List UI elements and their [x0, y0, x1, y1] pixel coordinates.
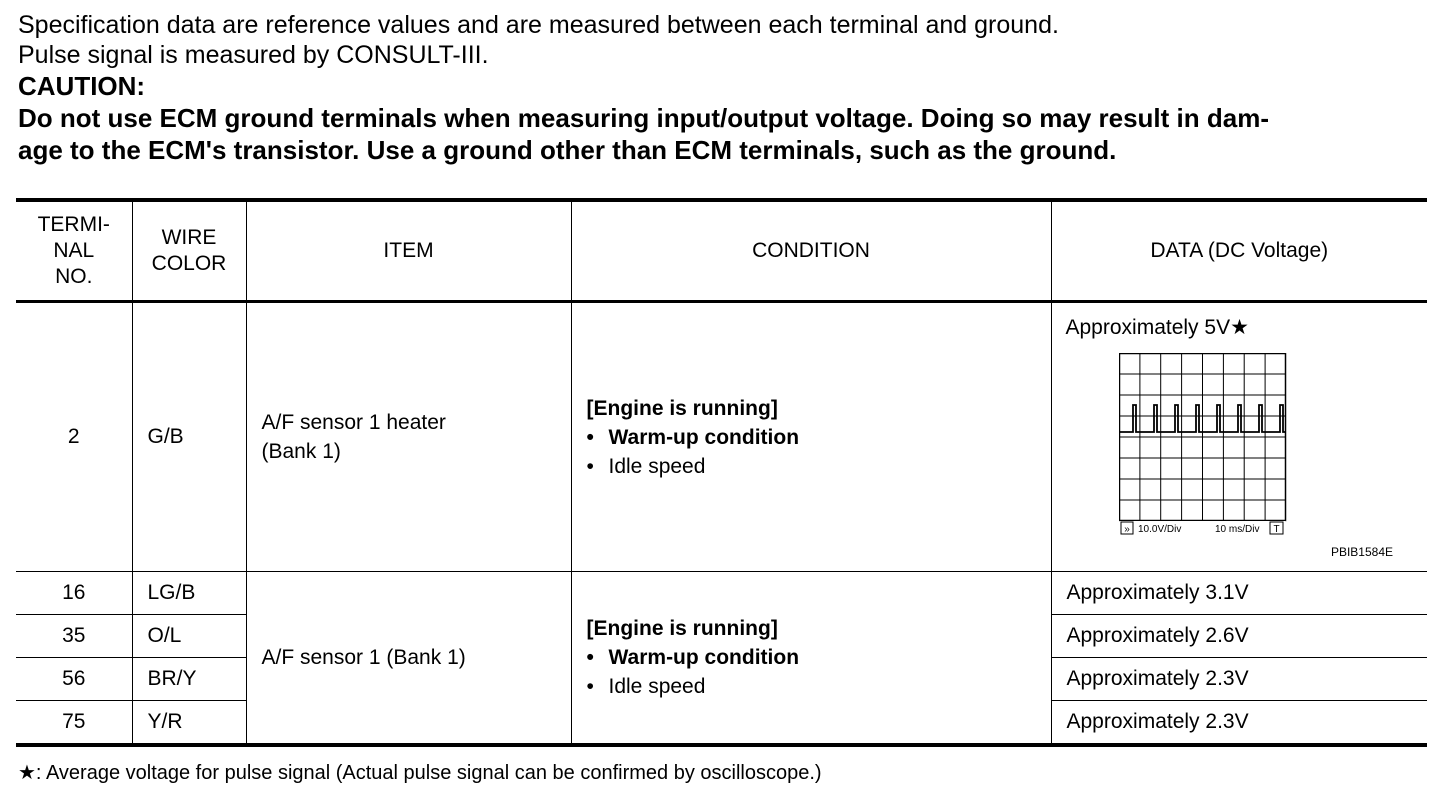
intro-notes [18, 10, 1438, 166]
terminal-cell: 16 [16, 572, 132, 615]
item-text-2: (Bank 1) [261, 440, 341, 463]
data-cell: Approximately 2.3V [1051, 658, 1427, 701]
data-value: Approximately 5V★ [1065, 316, 1249, 339]
bullet-dot: • [586, 646, 594, 669]
bullet-dot: • [586, 454, 594, 478]
header-wire-color [132, 200, 246, 302]
caution-label: CAUTION: [18, 71, 146, 101]
header-terminal-l1: TERMI- [37, 213, 110, 236]
condition-text: Warm-up condition [608, 646, 800, 669]
condition-title: [Engine is running] [586, 396, 778, 420]
wire-cell: O/L [132, 615, 246, 658]
spec-note: Specification data are reference values and are measured between each terminal and ground. [18, 11, 1059, 39]
condition-bullet [587, 672, 1051, 701]
condition-cell [571, 302, 1051, 572]
terminal-cell: 35 [16, 615, 132, 658]
header-row [16, 200, 1427, 302]
terminal-cell: 75 [16, 701, 132, 746]
header-item: ITEM [246, 200, 571, 302]
header-data: DATA (DC Voltage) [1051, 200, 1427, 302]
data-cell [1051, 302, 1427, 572]
figure-code: PBIB1584E [1330, 545, 1393, 559]
item-cell: A/F sensor 1 (Bank 1) [246, 572, 571, 746]
scope-left-icon: » [1123, 524, 1130, 535]
condition-bullet [587, 643, 1051, 672]
header-terminal [16, 200, 132, 302]
wire-cell: Y/R [132, 701, 246, 746]
terminal-cell: 56 [16, 658, 132, 701]
header-terminal-l3: NO. [55, 265, 93, 288]
data-cell: Approximately 3.1V [1051, 572, 1427, 615]
data-cell: Approximately 2.3V [1051, 701, 1427, 746]
header-wire-l2: COLOR [151, 252, 227, 275]
condition-text: Warm-up condition [608, 425, 800, 449]
bullet-dot: • [586, 675, 594, 698]
caution-text-2: age to the ECM's transistor. Use a ground other than ECM terminals, such as the ground. [18, 135, 1117, 165]
condition-title: [Engine is running] [586, 617, 778, 640]
bullet-dot: • [586, 425, 594, 449]
condition-cell [571, 572, 1051, 746]
header-condition: CONDITION [571, 200, 1051, 302]
item-text-1: A/F sensor 1 heater [261, 411, 446, 434]
oscilloscope-waveform [1119, 353, 1287, 539]
wire-cell: BR/Y [132, 658, 246, 701]
footnote: ★: Average voltage for pulse signal (Actual pulse signal can be confirmed by oscilloscope.) [18, 762, 822, 784]
condition-bullet [587, 452, 1051, 481]
condition-text: Idle speed [608, 675, 706, 698]
condition-text: Idle speed [608, 454, 706, 478]
caution-text-1: Do not use ECM ground terminals when measuring input/output voltage. Doing so may result in dam- [18, 103, 1269, 133]
scope-panel [1052, 303, 1428, 571]
condition-bullet [587, 423, 1051, 452]
scope-time-scale: 10 ms/Div [1214, 524, 1259, 535]
terminal-cell: 2 [16, 302, 132, 572]
table-row [16, 572, 1427, 615]
wire-cell: G/B [132, 302, 246, 572]
header-terminal-l2: NAL [53, 239, 95, 262]
scope-volt-scale: 10.0V/Div [1137, 524, 1181, 535]
wire-cell: LG/B [132, 572, 246, 615]
table-row [16, 302, 1427, 572]
scope-trigger: T [1272, 524, 1280, 535]
header-wire-l1: WIRE [161, 226, 217, 249]
data-cell: Approximately 2.6V [1051, 615, 1427, 658]
pulse-note: Pulse signal is measured by CONSULT-III. [18, 41, 489, 69]
item-cell [246, 302, 571, 572]
ecm-terminal-table [16, 198, 1427, 747]
